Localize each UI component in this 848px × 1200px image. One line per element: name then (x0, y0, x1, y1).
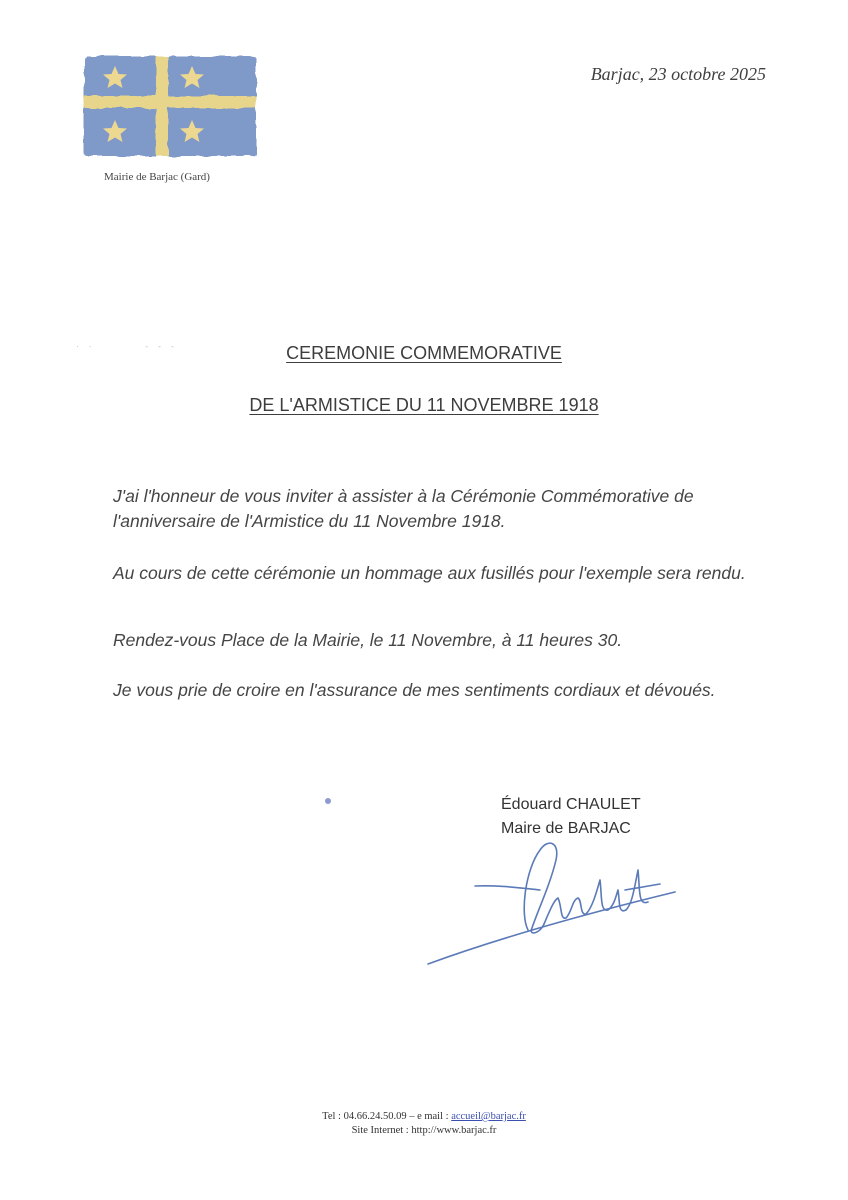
signatory-name: Édouard CHAULET (501, 796, 641, 813)
footer-phone: Tel : 04.66.24.50.09 – e mail : (322, 1111, 452, 1122)
signatory-role: Maire de BARJAC (501, 820, 631, 837)
title-line-1-text: CEREMONIE COMMEMORATIVE (286, 343, 562, 363)
title-line-2-text: DE L'ARMISTICE DU 11 NOVEMBRE 1918 (249, 395, 599, 415)
handwritten-signature (420, 830, 690, 980)
paragraph-hommage: Au cours de cette cérémonie un hommage aux fusillés pour l'exemple sera rendu. (113, 563, 746, 583)
email-link[interactable]: accueil@barjac.fr (451, 1111, 526, 1122)
logo-caption: Mairie de Barjac (Gard) (104, 171, 210, 183)
scan-artifact: · · - - - (76, 342, 178, 351)
paragraph-invitation: J'ai l'honneur de vous inviter à assister à la Cérémonie Commémorative de l'anniversaire de l'Armistice du 11 Novembre 1918. (113, 486, 694, 531)
footer-contact (0, 1111, 848, 1122)
letter-date: Barjac, 23 octobre 2025 (590, 64, 766, 84)
ink-dot (325, 798, 331, 804)
paragraph-rendez-vous: Rendez-vous Place de la Mairie, le 11 Novembre, à 11 heures 30. (113, 630, 623, 650)
title-line-1 (0, 343, 848, 364)
paragraph-closing: Je vous prie de croire en l'assurance de mes sentiments cordiaux et dévoués. (113, 680, 716, 700)
footer-website: Site Internet : http://www.barjac.fr (351, 1125, 497, 1136)
barjac-flag-logo (80, 52, 260, 162)
title-line-2 (0, 395, 848, 416)
